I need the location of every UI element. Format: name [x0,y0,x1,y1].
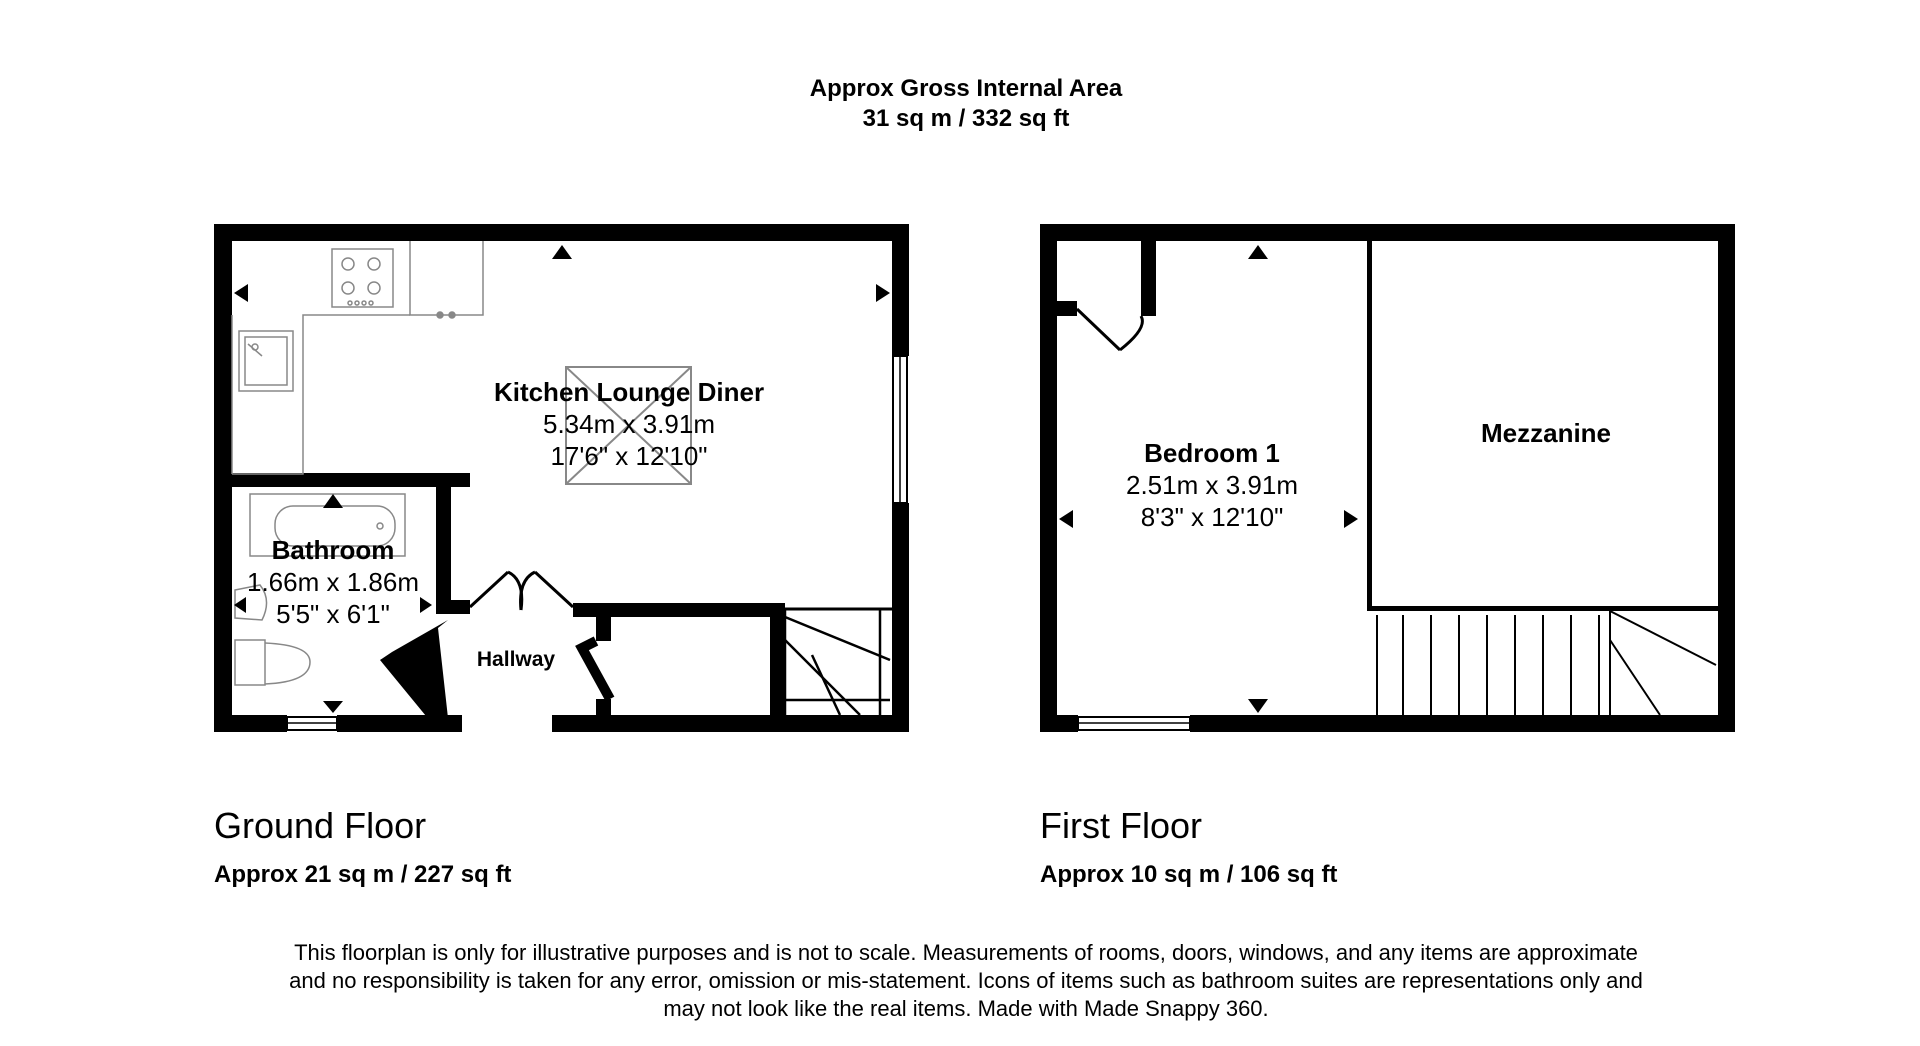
ff-mezzanine-wall-bottom [1367,606,1718,611]
bathroom-imperial: 5'5" x 6'1" [276,599,390,629]
mezzanine-name: Mezzanine [1480,418,1612,448]
gf-double-door [470,572,573,610]
gf-bathroom-wall-right [436,482,451,612]
header-total-area: 31 sq m / 332 sq ft [862,105,1070,132]
kitchen-name: Kitchen Lounge Diner [493,377,765,407]
ff-wall-right [1718,224,1735,732]
bathroom-name: Bathroom [271,535,395,565]
disclaimer-line-3: may not look like the real items. Made with Made Snappy 360. [663,996,1269,1021]
bedroom-name: Bedroom 1 [1144,438,1280,468]
kitchen-metric: 5.34m x 3.91m [543,409,715,439]
ff-staircase [1377,611,1716,715]
ground-floor-plan [214,224,909,732]
first-floor-area: Approx 10 sq m / 106 sq ft [1040,861,1338,888]
ground-floor-area: Approx 21 sq m / 227 sq ft [214,861,512,888]
ff-wall-top [1040,224,1735,241]
ff-cupboard-wall [1141,241,1156,316]
first-floor-plan [1040,224,1735,732]
gf-staircase [785,609,890,715]
ground-floor-title: Ground Floor [214,805,427,846]
disclaimer-line-2: and no responsibility is taken for any error, omission or mis-statement. Icons of items such as bathroom suites are representations only and [289,968,1643,993]
gf-bathroom-wall-top [214,473,470,487]
gf-wall-top [214,224,909,241]
ff-wall-left [1040,224,1057,732]
hallway-name: Hallway [476,648,556,671]
gf-entrance-wall [380,620,448,727]
gf-kitchen-fixtures [232,241,483,474]
header-title: Approx Gross Internal Area [809,75,1123,102]
bathroom-metric: 1.66m x 1.86m [247,567,419,597]
gf-wall-right-upper [892,224,909,356]
gf-wall-bottom-left [214,715,287,732]
ff-mezzanine-wall-left [1367,241,1372,611]
disclaimer-line-1: This floorplan is only for illustrative purposes and is not to scale. Measurements of rooms, doors, windows, and any items are approximate [294,940,1638,965]
kitchen-imperial: 17'6" x 12'10" [550,441,708,471]
gf-wall-right-lower [892,503,909,732]
bedroom-metric: 2.51m x 3.91m [1126,470,1298,500]
ff-cupboard-door [1077,309,1142,350]
first-floor-title: First Floor [1040,805,1202,846]
bedroom-imperial: 8'3" x 12'10" [1140,502,1284,532]
